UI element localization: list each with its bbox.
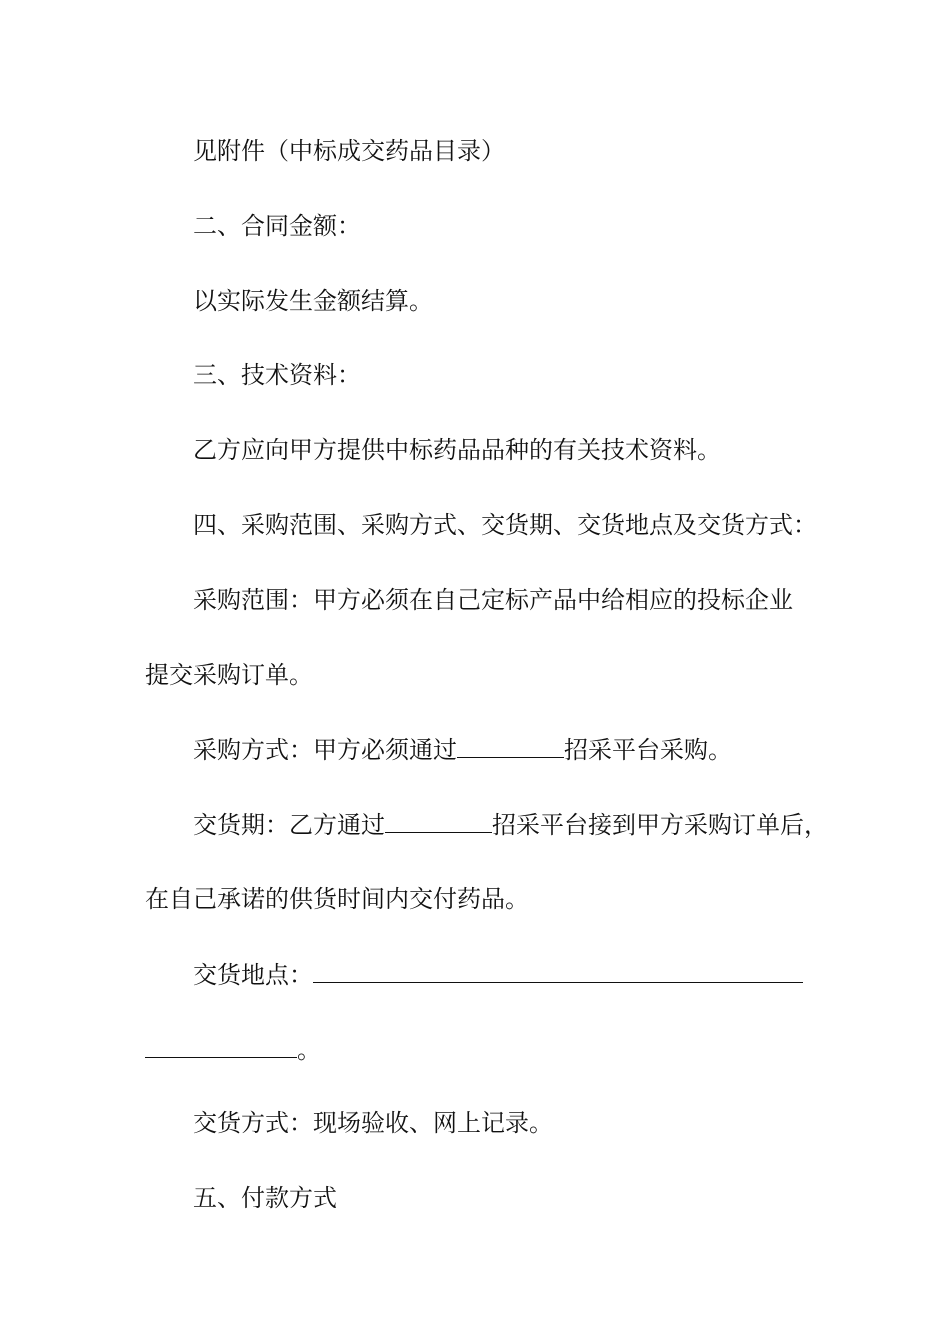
contract-amount-text: 以实际发生金额结算。 [193, 287, 433, 315]
purchase-method-line [193, 733, 732, 766]
section-3-heading: 三、技术资料： [193, 361, 361, 389]
delivery-address-cont [145, 1033, 321, 1066]
purchase-method-suffix: 招采平台采购。 [564, 736, 732, 764]
purchase-scope-cont: 提交采购订单。 [145, 661, 313, 689]
delivery-address-blank-2 [145, 1033, 297, 1058]
section-2-heading: 二、合同金额： [193, 212, 361, 240]
section-4-heading: 四、采购范围、采购方式、交货期、交货地点及交货方式： [193, 511, 817, 539]
platform-name-blank [457, 733, 564, 758]
delivery-period-text: 交货期：乙方通过 [193, 811, 385, 839]
delivery-address-label: 交货地点： [193, 961, 313, 989]
platform-name-blank-2 [385, 808, 492, 833]
delivery-period-line [193, 808, 828, 841]
section-5-heading: 五、付款方式 [193, 1184, 337, 1212]
delivery-address-end: 。 [297, 1036, 321, 1064]
delivery-mode-text: 交货方式：现场验收、网上记录。 [193, 1109, 553, 1137]
technical-info-text: 乙方应向甲方提供中标药品品种的有关技术资料。 [193, 436, 721, 464]
purchase-method-text: 采购方式：甲方必须通过 [193, 736, 457, 764]
delivery-address-blank [313, 958, 803, 983]
delivery-period-cont: 在自己承诺的供货时间内交付药品。 [145, 885, 529, 913]
attachment-line: 见附件（中标成交药品目录） [193, 137, 505, 165]
delivery-address-line [193, 958, 803, 991]
delivery-period-suffix: 招采平台接到甲方采购订单后， [492, 811, 828, 839]
purchase-scope-text: 采购范围：甲方必须在自己定标产品中给相应的投标企业 [193, 586, 793, 614]
